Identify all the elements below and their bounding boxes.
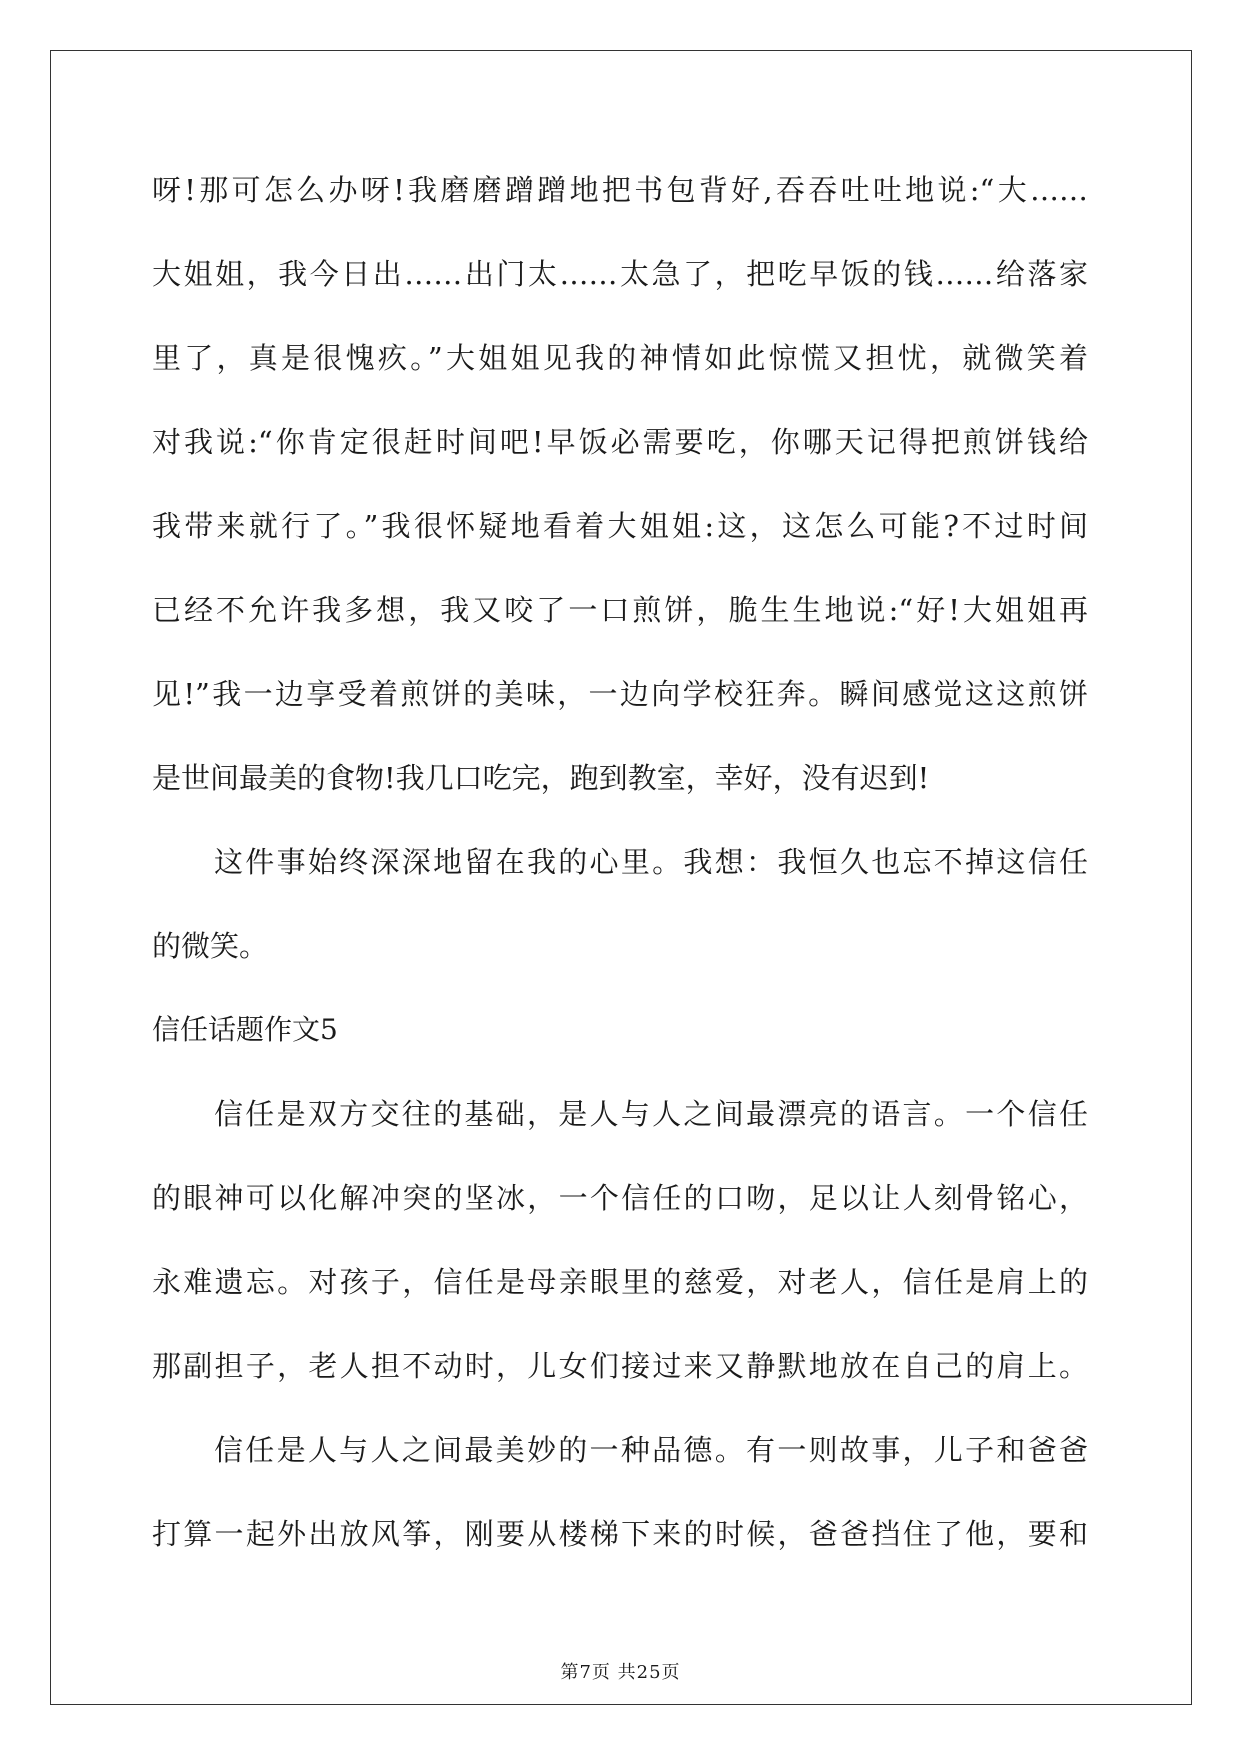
text-line: 的眼神可以化解冲突的坚冰，一个信任的口吻，足以让人刻骨铭心， — [152, 1181, 1088, 1215]
text-line: 永难遗忘。对孩子，信任是母亲眼里的慈爱，对老人，信任是肩上的 — [152, 1265, 1088, 1299]
text-line: 我带来就行了。”我很怀疑地看着大姐姐:这，这怎么可能?不过时间 — [152, 509, 1088, 543]
section-heading: 信任话题作文5 — [152, 1013, 338, 1046]
text-line: 那副担子，老人担不动时，儿女们接过来又静默地放在自己的肩上。 — [152, 1349, 1088, 1383]
page-footer: 第7页 共25页 — [560, 1662, 681, 1683]
text-line: 已经不允许我多想，我又咬了一口煎饼，脆生生地说:“好!大姐姐再 — [152, 593, 1088, 627]
paragraph-first-line: 信任是双方交往的基础，是人与人之间最漂亮的语言。一个信任 — [214, 1097, 1088, 1131]
paragraph-first-line: 信任是人与人之间最美妙的一种品德。有一则故事，儿子和爸爸 — [214, 1433, 1088, 1467]
document-body — [152, 162, 1088, 1590]
text-line: 打算一起外出放风筝，刚要从楼梯下来的时候，爸爸挡住了他，要和 — [152, 1517, 1088, 1551]
text-line: 对我说:“你肯定很赶时间吧!早饭必需要吃，你哪天记得把煎饼钱给 — [152, 425, 1088, 459]
text-line: 呀!那可怎么办呀!我磨磨蹭蹭地把书包背好,吞吞吐吐地说:“大…… — [152, 173, 1088, 207]
text-line: 是世间最美的食物!我几口吃完，跑到教室，幸好，没有迟到! — [152, 761, 930, 795]
text-line: 里了，真是很愧疚。”大姐姐见我的神情如此惊慌又担忧，就微笑着 — [152, 341, 1088, 375]
text-line: 的微笑。 — [152, 929, 269, 963]
text-line: 见!”我一边享受着煎饼的美味，一边向学校狂奔。瞬间感觉这这煎饼 — [152, 677, 1088, 711]
paragraph-first-line: 这件事始终深深地留在我的心里。我想：我恒久也忘不掉这信任 — [214, 845, 1088, 879]
text-line: 大姐姐，我今日出……出门太……太急了，把吃早饭的钱……给落家 — [152, 257, 1088, 291]
